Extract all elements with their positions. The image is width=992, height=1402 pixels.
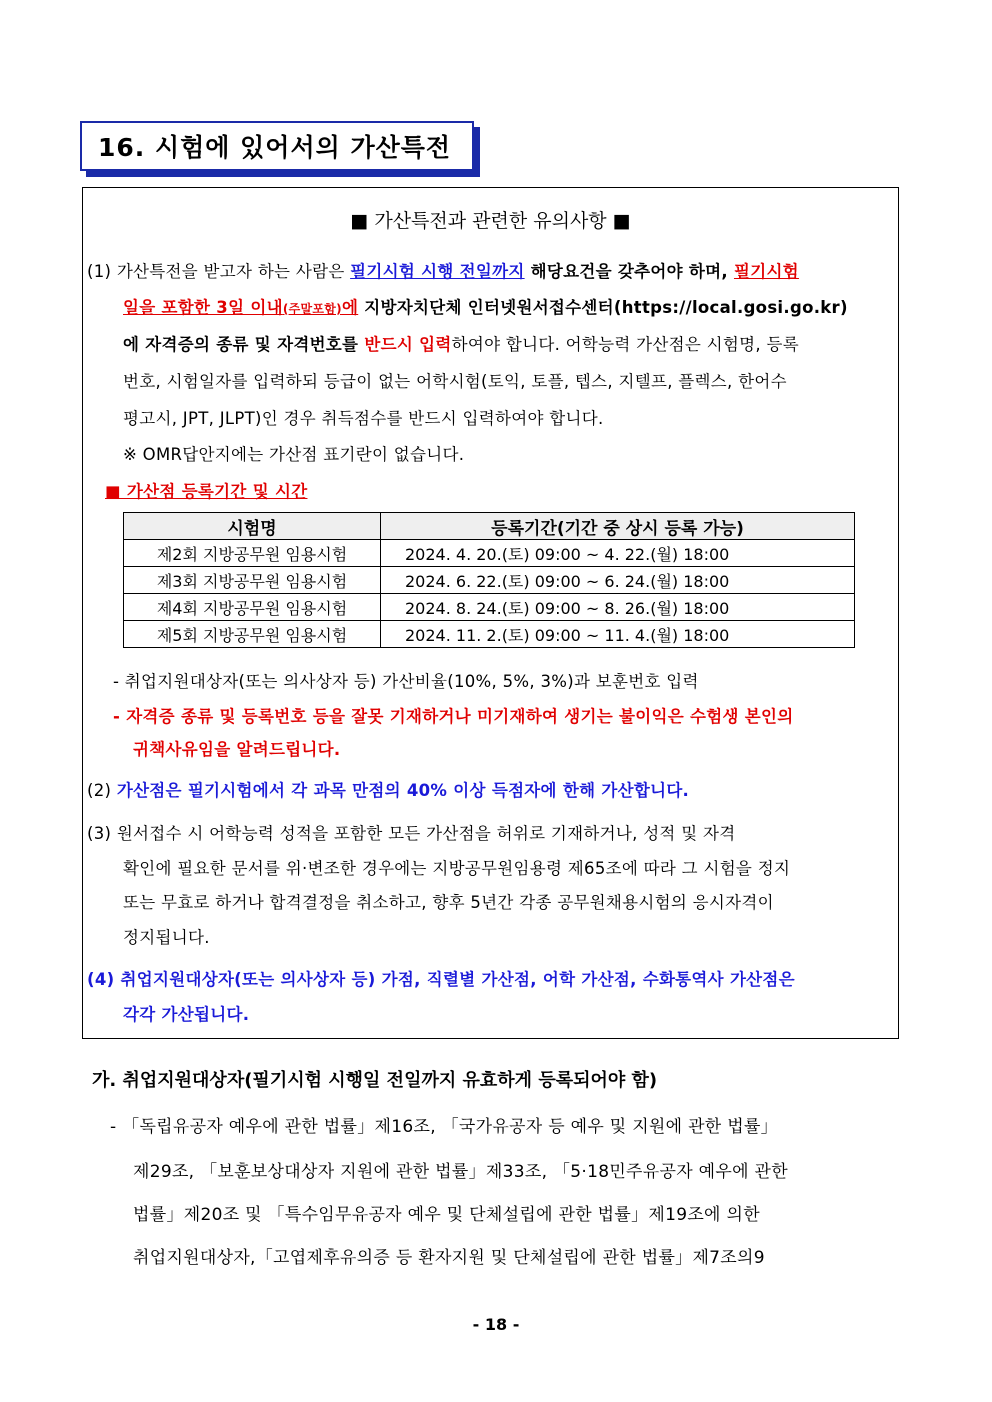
- p1-l1-c: 해당요건을 갖추어야 하며,: [524, 262, 734, 281]
- page-number: - 18 -: [472, 1315, 520, 1334]
- table-cell-exam: 제2회 지방공무원 임용시험: [124, 540, 381, 567]
- body-line2: 제29조, 「보훈보상대상자 지원에 관한 법률」제33조, 「5·18민주유공자 예우에 관한: [133, 1162, 788, 1182]
- notice-heading: ■ 가산특전과 관련한 유의사항 ■: [350, 210, 631, 232]
- period-title: ■ 가산점 등록기간 및 시간: [105, 482, 308, 501]
- table-cell-exam: 제5회 지방공무원 임용시험: [124, 621, 381, 648]
- table-row: [124, 621, 855, 648]
- table-row: [124, 594, 855, 621]
- dash-note-1: - 취업지원대상자(또는 의사상자 등) 가산비율(10%, 5%, 3%)과 보훈번호 입력: [113, 672, 699, 691]
- table-cell-exam: 제3회 지방공무원 임용시험: [124, 567, 381, 594]
- section-title: 16. 시험에 있어서의 가산특전: [98, 133, 452, 162]
- p1-l2-b: (주말포함): [282, 302, 342, 316]
- p2-prefix: (2): [87, 781, 117, 800]
- p4-line1: (4) 취업지원대상자(또는 의사상자 등) 가점, 직렬별 가산점, 어학 가산점, 수화통역사 가산점은: [87, 970, 795, 989]
- p1-line5: 평고시, JPT, JLPT)인 경우 취득점수를 반드시 입력하여야 합니다.: [123, 409, 604, 428]
- p1-l1-a: (1) 가산특전을 받고자 하는 사람은: [87, 262, 351, 281]
- p1-l1-d: 필기시험: [733, 262, 799, 281]
- p3-line3: 또는 무효로 하거나 합격결정을 취소하고, 향후 5년간 각종 공무원채용시험의 응시자격이: [123, 893, 774, 912]
- p1-l1-b: 필기시험 시행 전일까지: [350, 262, 525, 281]
- p1-l3-a: 에 자격증의 종류 및 자격번호를: [123, 335, 365, 354]
- p1-note: ※ OMR답안지에는 가산점 표기란이 없습니다.: [123, 445, 465, 464]
- p2-line: [87, 777, 689, 801]
- table-header-exam: 시험명: [124, 513, 381, 540]
- p1-line2: [123, 294, 848, 318]
- p3-line1: (3) 원서접수 시 어학능력 성적을 포함한 모든 가산점을 허위로 기재하거나, 성적 및 자격: [87, 824, 736, 843]
- p1-line1: [87, 258, 799, 282]
- p1-l2-a: 일을 포함한 3일 이내: [123, 298, 283, 317]
- p3-line2: 확인에 필요한 문서를 위·변조한 경우에는 지방공무원임용령 제65조에 따라 그 시험을 정지: [123, 859, 791, 878]
- section-title-box: [80, 121, 474, 171]
- table-header-period: 등록기간(기간 중 상시 등록 가능): [381, 513, 855, 540]
- dash-note-2-line1: - 자격증 종류 및 등록번호 등을 잘못 기재하거나 미기재하여 생기는 불이익은 수험생 본인의: [113, 707, 794, 726]
- table-row: [124, 567, 855, 594]
- dash-note-2-line2: 귀책사유임을 알려드립니다.: [133, 740, 341, 759]
- p3-line4: 정지됩니다.: [123, 928, 210, 947]
- p1-l2-c: 에: [341, 298, 359, 317]
- table-cell-period: 2024. 4. 20.(토) 09:00 ~ 4. 22.(월) 18:00: [381, 540, 855, 567]
- p2-text: 가산점은 필기시험에서 각 과목 만점의 40% 이상 득점자에 한해 가산합니다.: [116, 781, 690, 800]
- p4-line2: 각각 가산됩니다.: [123, 1005, 250, 1024]
- table-row: [124, 540, 855, 567]
- body-line1: - 「독립유공자 예우에 관한 법률」제16조, 「국가유공자 등 예우 및 지원에 관한 법률」: [110, 1117, 778, 1137]
- notice-box: [82, 187, 899, 1039]
- p1-l2-d: 지방자치단체 인터넷원서접수센터(https://local.gosi.go.kr): [358, 298, 848, 317]
- table-cell-exam: 제4회 지방공무원 임용시험: [124, 594, 381, 621]
- body-line3: 법률」제20조 및 「특수임무유공자 예우 및 단체설립에 관한 법률」제19조에 의한: [133, 1205, 760, 1225]
- p1-l3-c: 하여야 합니다. 어학능력 가산점은 시험명, 등록: [451, 335, 799, 354]
- registration-period-table: [123, 512, 855, 648]
- body-line4: 취업지원대상자,「고엽제후유의증 등 환자지원 및 단체설립에 관한 법률」제7조의9: [133, 1248, 765, 1268]
- sub-heading: 가. 취업지원대상자(필기시험 시행일 전일까지 유효하게 등록되어야 함): [92, 1070, 658, 1091]
- table-cell-period: 2024. 8. 24.(토) 09:00 ~ 8. 26.(월) 18:00: [381, 594, 855, 621]
- table-header-row: [124, 513, 855, 540]
- p1-line3: [123, 331, 799, 355]
- table-cell-period: 2024. 6. 22.(토) 09:00 ~ 6. 24.(월) 18:00: [381, 567, 855, 594]
- p1-line4: 번호, 시험일자를 입력하되 등급이 없는 어학시험(토익, 토플, 텝스, 지텔프, 플렉스, 한어수: [123, 372, 787, 391]
- p1-l3-b: 반드시 입력: [364, 335, 452, 354]
- table-cell-period: 2024. 11. 2.(토) 09:00 ~ 11. 4.(월) 18:00: [381, 621, 855, 648]
